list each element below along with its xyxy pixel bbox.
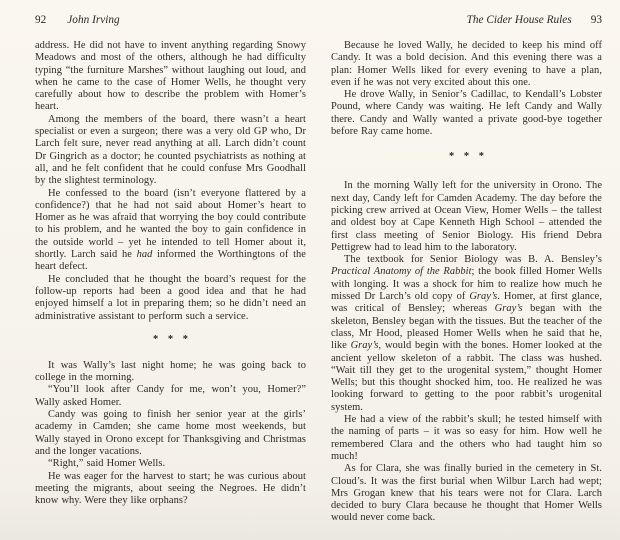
paragraph	[35, 40, 306, 114]
left-page-body	[35, 40, 306, 507]
right-page-body	[331, 40, 602, 525]
section-separator: * * *	[153, 333, 188, 345]
italic-text: had	[136, 249, 153, 261]
body-text: He confessed to the board (isn’t everyone flattered by a confidence?) that he had not said about Homer’s heart to Homer as he was afraid that worrying the boy could contribute to his problem, and he wanted the boy to gain confidence in the outside world – yet he intended to tell Homer about it, shortly. Larch said he	[35, 187, 306, 261]
paragraph	[331, 89, 602, 138]
paragraph	[331, 463, 602, 524]
right-running-head-title: The Cider House Rules	[466, 14, 572, 26]
body-text: He was eager for the harvest to start; he was curious about meeting the migrants, about seeing the Negroes. He didn’t know why. Were they like orphans?	[35, 470, 306, 507]
body-text: He had a view of the rabbit’s skull; he tested himself with the naming of parts – it was so easy for him. How well he remembered Clara and the others who had taught him so much!	[331, 414, 602, 462]
paragraph	[35, 409, 306, 458]
body-text: informed the Worthingtons of the heart defect.	[35, 249, 306, 273]
italic-text: Gray’s	[469, 291, 498, 303]
body-text: As for Clara, she was finally buried in the cemetery in St. Cloud’s. It was the first burial when Wilbur Larch had wept; Mrs Grogan knew that his tears were not for Clara. Larch decided to bury Clara because he thought that Homer Wells would never come back.	[331, 463, 602, 524]
left-page-number: 92	[35, 14, 47, 26]
body-text: address. He did not have to invent anything regarding Snowy Meadows and most of the others, although he had difficulty typing “the furniture Marshes” without laughing out loud, and when he came to the case of Homer Wells, he thought very carefully about how to describe the problem with Homer’s heart.	[35, 40, 306, 113]
body-text: , would begin with the bones. Homer looked at the ancient yellow skeleton of a rabbit. The class was hushed. “Wait till they get to the urogenital system,” thought Homer Wells; but this thought shocked him, too. He realized he was looking forward to getting to the poor rabbit’s urogenital system.	[331, 340, 602, 413]
section-separator: * * *	[449, 151, 484, 163]
right-page	[331, 13, 602, 525]
left-page	[35, 13, 306, 507]
left-running-header	[35, 13, 306, 27]
body-text: . Homer, at first glance, was critical of Bensley; whereas	[331, 291, 602, 315]
left-running-head-title: John Irving	[67, 14, 120, 26]
paragraph	[35, 471, 306, 508]
body-text: “You’ll look after Candy for me, won’t you, Homer?” Wally asked Homer.	[35, 384, 306, 408]
paragraph	[331, 40, 602, 89]
body-text: “Right,” said Homer Wells.	[48, 458, 166, 470]
italic-text: Practical Anatomy of the Rabbit	[331, 266, 472, 278]
body-text: The textbook for Senior Biology was B. A. Bensley’s	[344, 254, 602, 266]
paragraph	[35, 274, 306, 323]
body-text: Because he loved Wally, he decided to keep his mind off Candy. It was a bold decision. And this evening there was a plan: Homer Wells liked for every evening to have a plan, even if he was not very excited about this one.	[331, 40, 602, 88]
paragraph	[35, 360, 306, 385]
paragraph	[331, 414, 602, 463]
paragraph	[35, 384, 306, 409]
body-text: He concluded that he thought the board’s request for the follow-up reports had been a good idea and that he had enjoyed himself a lot in preparing them; so he didn’t need an administrative assistant to perform such a service.	[35, 273, 306, 322]
body-text: Among the members of the board, there wasn’t a heart specialist or even a surgeon; there was a very old GP who, Dr Larch felt sure, never read anything at all. Larch didn’t count Dr Gingrich as a doctor; he counted psychiatrists as nothing at all, and he felt confident that he could confuse Mrs Goodhall by the slightest terminology.	[35, 113, 306, 187]
paragraph	[35, 458, 306, 470]
paragraph	[331, 180, 602, 254]
body-text: In the morning Wally left for the university in Orono. The next day, Candy left for Camden Academy. The day before the picking crew arrived at Ocean View, Homer Wells – the tallest and oldest boy at Cape Kenneth High School – attended the first class meeting of Senior Biology. His friend Debra Pettigrew had to lead him to the laboratory.	[331, 180, 602, 253]
body-text: began with the skeleton, Bensley began with the tissues. But the teacher of the class, Mr Hood, pleased Homer Wells when he said that he, like	[331, 303, 602, 352]
right-page-number: 93	[590, 14, 602, 26]
body-text: He drove Wally, in Senior’s Cadillac, to Kendall’s Lobster Pound, where Candy was waiting. He left Candy and Wally there. Candy and Wally wanted a private good-bye together before Ray came home.	[331, 89, 602, 138]
body-text: ; the book filled Homer Wells with longing. It was a shock for him to realize how much he missed Dr Larch’s old copy of	[331, 266, 602, 303]
body-text: It was Wally’s last night home; he was going back to college in the morning.	[35, 359, 306, 384]
paragraph	[35, 114, 306, 188]
paragraph	[35, 188, 306, 274]
italic-text: Gray’s	[494, 303, 523, 315]
body-text: Candy was going to finish her senior year at the girls’ academy in Camden; she came home most weekends, but Wally stayed in Orono except for Thanksgiving and Christmas and the longer vacations.	[35, 409, 306, 457]
paragraph	[331, 254, 602, 414]
right-running-header	[331, 13, 602, 27]
italic-text: Gray’s	[350, 340, 379, 352]
